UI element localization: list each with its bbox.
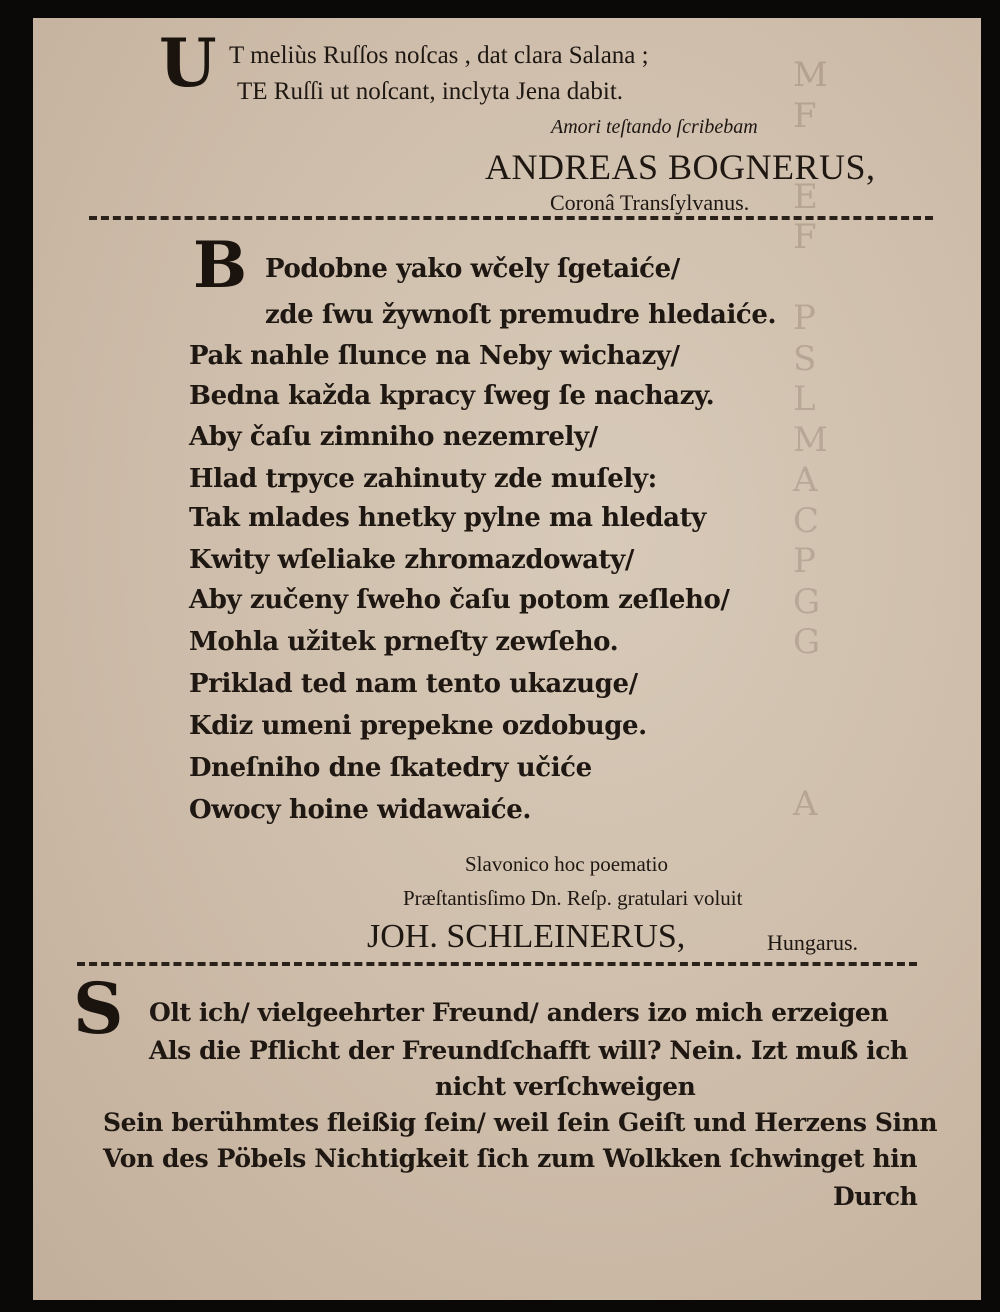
poem-line: Bedna každa kpracy ſweg ſe nachazy. — [189, 381, 715, 411]
poem-line: Aby čaſu zimniho nezemrely/ — [189, 422, 598, 452]
author-name-bognerus: ANDREAS BOGNERUS, — [485, 147, 876, 187]
latin-line-1: T meliùs Ruſſos noſcas , dat clara Salana ; — [229, 42, 649, 69]
poem-note-2: Præſtantisſimo Dn. Reſp. gratulari voluit — [403, 886, 743, 910]
poem-line: Tak mlades hnetky pylne ma hledaty — [189, 503, 706, 533]
divider-rule-1 — [89, 216, 933, 220]
catchword: Durch — [833, 1182, 918, 1211]
german-line-4: Sein berühmtes fleißig ſein/ weil ſein Geiſt und Herzens Sinn — [103, 1108, 938, 1137]
document-page — [33, 18, 981, 1300]
poem-line: Dneſniho dne ſkatedry učiće — [189, 753, 592, 783]
dedication-line: Amori teſtando ſcribebam — [551, 116, 758, 138]
drop-cap-u: U — [159, 24, 217, 102]
poem-line: Aby zučeny ſweho čaſu potom zeſleho/ — [189, 585, 730, 615]
poem-line: Kwity wſeliake zhromazdowaty/ — [189, 545, 634, 575]
divider-rule-2 — [77, 962, 917, 966]
poem-line: Pak nahle ſlunce na Neby wichazy/ — [189, 341, 680, 371]
poem-line: zde ſwu žywnoſt premudre hledaiće. — [265, 300, 777, 330]
poem-line: Podobne yako wčely ſgetaiće/ — [265, 254, 680, 284]
poem-line: Kdiz umeni prepekne ozdobuge. — [189, 711, 647, 741]
author-origin-hungarus: Hungarus. — [767, 930, 859, 955]
author-origin-corona: Coronâ Transſylvanus. — [550, 190, 750, 215]
poem-line: Owocy hoine widawaiće. — [189, 795, 531, 825]
drop-cap-s: S — [73, 967, 124, 1050]
show-through-text: M F E F P S L M A C P G G A — [793, 55, 828, 824]
poem-line: Priklad ted nam tento ukazuge/ — [189, 669, 638, 699]
author-name-schleinerus: JOH. SCHLEINERUS, — [367, 918, 686, 955]
german-line-3: nicht verſchweigen — [435, 1072, 696, 1101]
german-line-1: Olt ich/ vielgeehrter Freund/ anders izo mich erzeigen — [149, 998, 889, 1027]
poem-line: Mohla užitek prneſty zewſeho. — [189, 627, 619, 657]
latin-line-2: TE Ruſſi ut noſcant, inclyta Jena dabit. — [237, 78, 624, 105]
poem-note-1: Slavonico hoc poematio — [465, 852, 668, 876]
german-line-2: Als die Pflicht der Freundſchafft will? Nein. Izt muß ich — [149, 1036, 908, 1065]
drop-cap-b: B — [193, 228, 248, 303]
german-line-5: Von des Pöbels Nichtigkeit ſich zum Wolkken ſchwinget hin — [103, 1144, 918, 1173]
poem-line: Hlad trpyce zahinuty zde muſely: — [189, 464, 657, 494]
